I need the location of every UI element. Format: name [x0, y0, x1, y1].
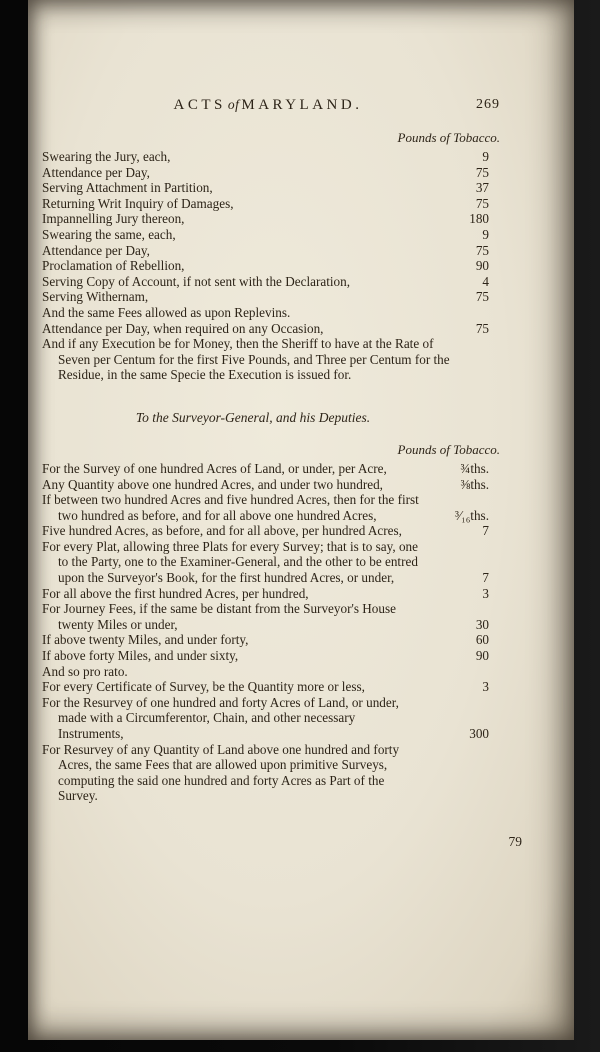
fee-row [42, 180, 494, 196]
fee-row [42, 149, 494, 165]
fee-item-text: And the same Fees allowed as upon Replevins. [42, 304, 291, 320]
fee-item-text: For all above the first hundred Acres, per hundred, [42, 585, 309, 601]
fee-item-text: For every Certificate of Survey, be the Quantity more or less, [42, 679, 365, 695]
fee-row [42, 165, 494, 181]
fee-item-value: 37 [475, 180, 489, 196]
fee-row [42, 492, 494, 523]
fee-item-value: 180 [469, 211, 489, 227]
fee-item-value: ¾ths. [460, 460, 489, 476]
fee-item-text: Five hundred Acres, as before, and for all above, per hundred Acres, [42, 523, 402, 539]
fee-item-text: Returning Writ Inquiry of Damages, [42, 195, 234, 211]
catchword: 79 [508, 833, 522, 849]
fee-item-text: If between two hundred Acres and five hundred Acres, then for the first two hundred as before, and for all above one hundred Acres, [42, 492, 419, 523]
fee-row [42, 523, 494, 539]
fee-item-text: Attendance per Day, when required on any Occasion, [42, 320, 324, 336]
fee-item-text: Attendance per Day, [42, 164, 150, 180]
fee-item-value: ⅜ths. [460, 476, 489, 492]
page-number: 269 [476, 97, 500, 112]
fee-item-value: 4 [482, 273, 489, 289]
fee-item-value: 300 [469, 726, 489, 741]
fee-item-value: 9 [482, 149, 489, 164]
fee-row [42, 321, 494, 337]
fee-row [42, 601, 494, 632]
fee-item-value: 75 [475, 164, 489, 180]
fee-item-value: 75 [475, 289, 489, 305]
fee-row [42, 227, 494, 243]
fee-item-text: For Resurvey of any Quantity of Land above one hundred and forty Acres, the same Fees that are allowed upon primitive Surveys, computing the said one hundred and forty Acres as Part of the Survey. [42, 741, 400, 804]
page-content [42, 96, 522, 850]
fee-item-value: 7 [482, 570, 489, 586]
fee-item-text: Swearing the same, each, [42, 226, 176, 242]
fee-item-value: 75 [475, 195, 489, 211]
fee-item-value: 7 [482, 523, 489, 539]
fee-item-value: 75 [475, 242, 489, 258]
running-title-maryland: MARYLAND. [241, 97, 363, 113]
fee-row [42, 742, 494, 804]
fee-item-value: 9 [482, 226, 489, 242]
fee-item-value: 3 [482, 585, 489, 601]
fee-row [42, 586, 494, 602]
fee-row [42, 211, 494, 227]
fee-item-text: If above forty Miles, and under sixty, [42, 648, 239, 664]
fee-item-text: Serving Withernam, [42, 289, 149, 305]
fee-item-text: Serving Attachment in Partition, [42, 180, 213, 196]
fee-item-value: 3 [482, 679, 489, 695]
fee-row [42, 305, 494, 321]
fee-row [42, 539, 494, 586]
fee-item-text: For every Plat, allowing three Plats for every Survey; that is to say, one to the Party, one to the Examiner-General, and the other to be entred upon the Surveyor's Book, for the first hundred Acres, or under, [42, 538, 419, 586]
fee-item-text: For Journey Fees, if the same be distant from the Surveyor's House twenty Miles or under, [42, 601, 396, 632]
running-header [42, 96, 500, 114]
sheriff-execution-note: And if any Execution be for Money, then the Sheriff to have at the Rate of Seven per Centum for the first Five Pounds, and Three per Centum for the Residue, in the same Specie the Execution is issued for. [42, 336, 450, 383]
fee-item-value: 75 [475, 320, 489, 336]
running-title-acts: ACTS [173, 97, 226, 113]
fee-item-text: Swearing the Jury, each, [42, 149, 171, 164]
fee-item-value: ³⁄₁₆ths. [454, 507, 489, 523]
fee-item-text: If above twenty Miles, and under forty, [42, 632, 249, 648]
fee-item-text: Proclamation of Rebellion, [42, 258, 185, 274]
fee-row [42, 477, 494, 493]
fee-item-value: 90 [475, 648, 489, 664]
fee-row [42, 243, 494, 259]
book-page [28, 0, 574, 1040]
surveyor-section-heading: To the Surveyor-General, and his Deputies. [135, 409, 371, 425]
fee-item-text: Any Quantity above one hundred Acres, and under two hundred, [42, 476, 383, 492]
fee-row [42, 695, 494, 742]
running-title-of: of [227, 97, 240, 112]
fee-item-text: For the Survey of one hundred Acres of Land, or under, per Acre, [42, 460, 387, 476]
fee-item-value: 90 [475, 258, 489, 274]
fee-item-value: 60 [475, 632, 489, 648]
fee-item-value: 30 [475, 616, 489, 632]
fee-row [42, 679, 494, 695]
fee-row [42, 648, 494, 664]
fee-item-text: For the Resurvey of one hundred and forty Acres of Land, or under, made with a Circumferentor, Chain, and other necessary Instruments, [42, 694, 399, 741]
fee-row [42, 461, 494, 477]
running-title [174, 97, 363, 114]
column-header-pounds-of-tobacco: Pounds of Tobacco. [397, 441, 500, 457]
fee-row [42, 274, 494, 290]
fee-row [42, 289, 494, 305]
fee-row [42, 196, 494, 212]
fee-row [42, 258, 494, 274]
fee-item-text: Serving Copy of Account, if not sent with the Declaration, [42, 273, 351, 289]
fee-item-text: And so pro rato. [42, 663, 128, 679]
fee-row [42, 632, 494, 648]
fee-item-text: Attendance per Day, [42, 242, 150, 258]
fee-item-text: Impannelling Jury thereon, [42, 211, 185, 227]
fee-row [42, 664, 494, 680]
column-header-pounds-of-tobacco: Pounds of Tobacco. [397, 130, 500, 145]
